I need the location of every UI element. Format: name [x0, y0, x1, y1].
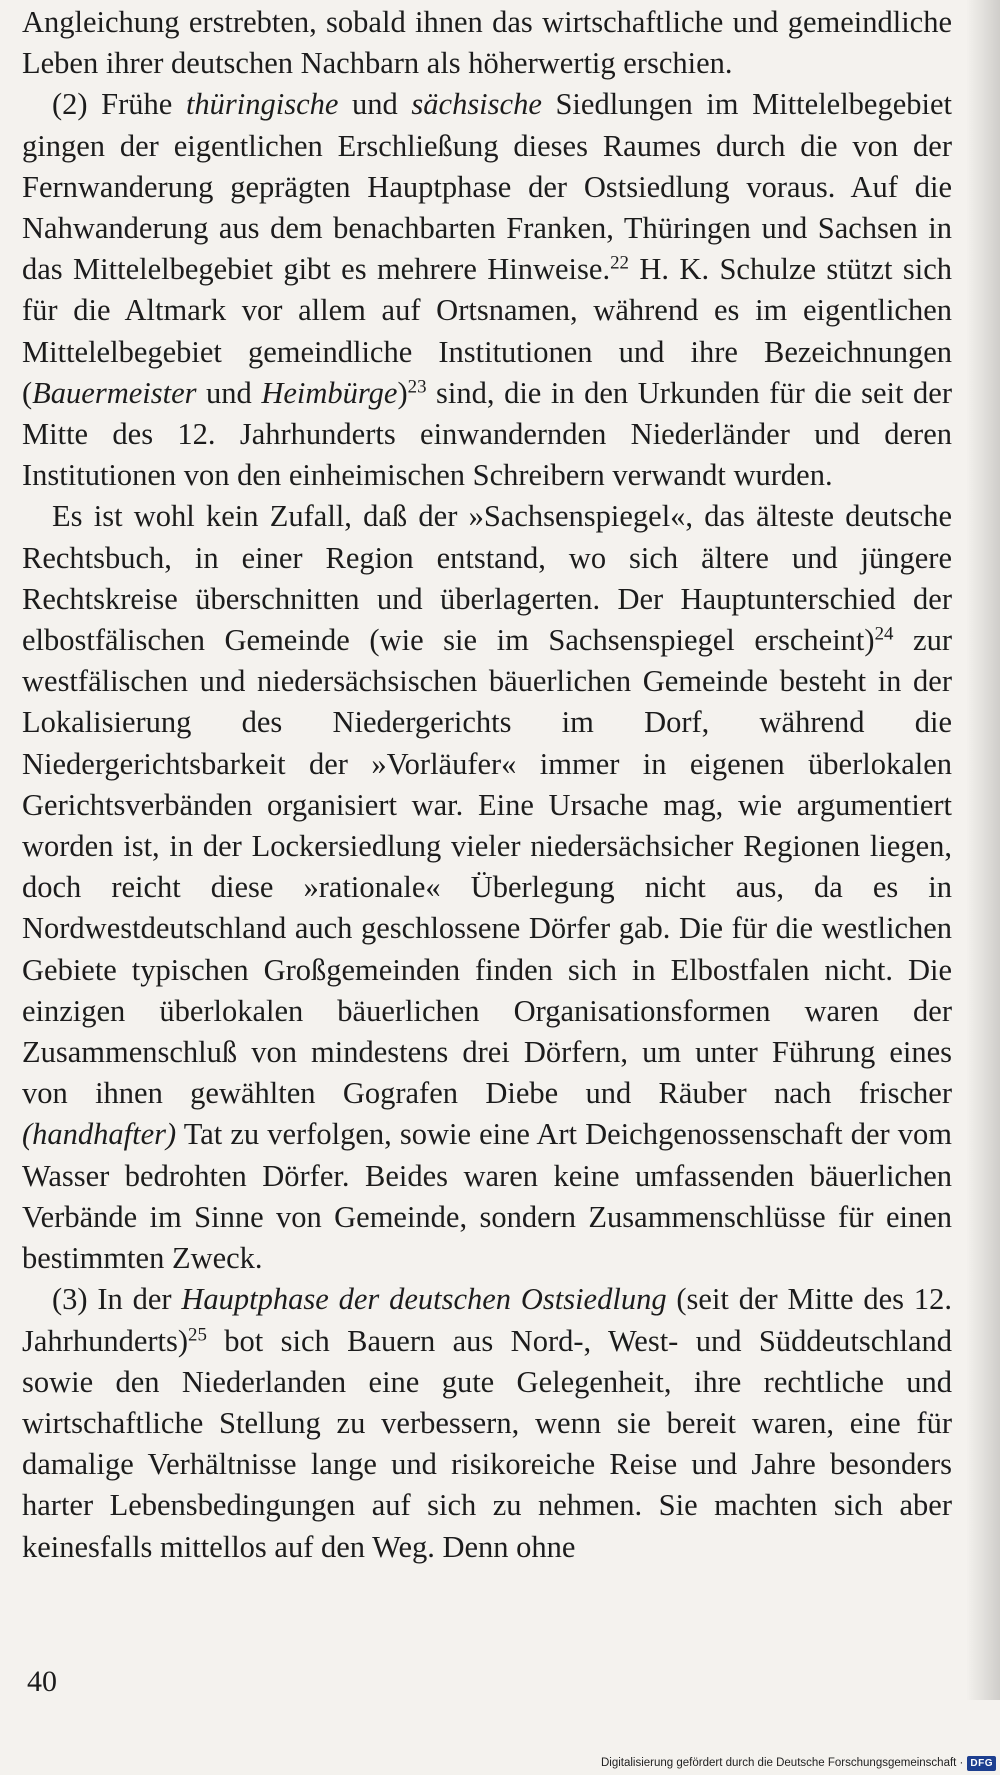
italic-text: sächsische — [411, 87, 542, 122]
text-run: (seit der Mitte des 12. Jahrhunderts) — [22, 1282, 952, 1358]
text-run: sind, die in den Urkunden für die seit der Mitte des 12. Jahrhunderts einwandernden Niederländer und deren Institutionen von den einheimischen Schreibern verwandt wurden. — [22, 375, 952, 493]
text-run: (2) Frühe — [52, 87, 186, 122]
italic-text: Hauptphase der deutschen Ostsiedlung — [181, 1282, 667, 1317]
text-run: Tat zu verfolgen, sowie eine Art Deichgenossenschaft der vom Wasser bedrohten Dörfer. Beides waren keine umfassenden bäuerlichen Verbände im Sinne von Gemeinde, sondern Zusammenschlüsse für einen bestimmten Zweck. — [22, 1117, 952, 1276]
text-run: bot sich Bauern aus Nord-, West- und Süddeutschland sowie den Niederlanden eine gute Gelegenheit, ihre rechtliche und wirtschaftliche Stellung zu verbessern, wenn sie bereit waren, eine für damalige Verhältnisse lange und risikoreiche Reise und Jahre besonders harter Lebensbedingungen auf sich zu nehmen. Sie machten sich aber keinesfalls mittellos auf den Weg. Denn ohne — [22, 1323, 952, 1564]
paragraph — [22, 84, 952, 496]
footnote-marker: 25 — [188, 1324, 207, 1346]
text-run: Es ist wohl kein Zufall, daß der »Sachsenspiegel«, das älteste deutsche Rechtsbuch, in einer Region entstand, wo sich ältere und jüngere Rechtskreise überschnitten und überlagerten. Der Hauptunterschied der elbostfälischen Gemeinde (wie sie im Sachsenspiegel erscheint) — [22, 499, 952, 658]
text-run: (3) In der — [52, 1282, 182, 1317]
italic-text: thüringische — [185, 87, 339, 122]
text-run: Angleichung erstrebten, sobald ihnen das wirtschaftliche und gemeindliche Leben ihrer deutschen Nachbarn als höherwertig erschien. — [22, 5, 952, 81]
dfg-logo: DFG — [967, 1756, 996, 1771]
text-run: ) — [397, 375, 408, 410]
footnote-marker: 22 — [610, 252, 629, 274]
paragraph — [22, 2, 952, 84]
digitization-footer — [601, 1753, 996, 1773]
text-run: und — [196, 375, 262, 410]
text-run: H. K. Schulze stützt sich für die Altmark vor allem auf Ortsnamen, während es im eigentlichen Mittelelbegebiet gemeindliche Institutionen und ihre Bezeichnungen ( — [22, 252, 953, 410]
text-run: und — [338, 87, 412, 122]
body-text — [22, 2, 952, 1568]
text-run: Siedlungen im Mittelelbegebiet gingen der eigentlichen Erschließung dieses Raumes durch die von der Fernwanderung geprägten Hauptphase der Ostsiedlung voraus. Auf die Nahwanderung aus dem benachbarten Franken, Thüringen und Sachsen in das Mittelelbegebiet gibt es mehrere Hinweise. — [22, 87, 952, 287]
text-run: zur westfälischen und niedersächsischen bäuerlichen Gemeinde besteht in der Lokalisierung des Niedergerichts im Dorf, während die Niedergerichtsbarkeit der »Vorläufer« immer in eigenen überlokalen Gerichtsverbänden organisiert war. Eine Ursache mag, wie argumentiert worden ist, in der Lockersiedlung vieler niedersächsicher Regionen liegen, doch reicht diese »rationale« Überlegung nicht aus, da es in Nordwestdeutschland auch geschlossene Dörfer gab. Die für die westlichen Gebiete typischen Großgemeinden finden sich in Elbostfalen nicht. Die einzigen überlokalen bäuerlichen Organisationsformen waren der Zusammenschluß von mindestens drei Dörfern, um unter Führung eines von ihnen gewählten Gografen Diebe und Räuber nach frischer — [22, 623, 952, 1111]
paragraph — [22, 496, 952, 1279]
page-edge-shadow — [966, 0, 1000, 1700]
italic-text: (handhafter) — [22, 1117, 177, 1152]
footnote-marker: 24 — [874, 623, 894, 645]
paragraph — [22, 1279, 952, 1567]
footnote-marker: 23 — [407, 376, 427, 398]
page-number: 40 — [27, 1665, 57, 1698]
footer-credit-text: Digitalisierung gefördert durch die Deutsche Forschungsgemeinschaft · — [600, 1757, 964, 1769]
italic-text: Bauermeister — [32, 375, 197, 410]
italic-text: Heimbürge — [261, 375, 398, 410]
